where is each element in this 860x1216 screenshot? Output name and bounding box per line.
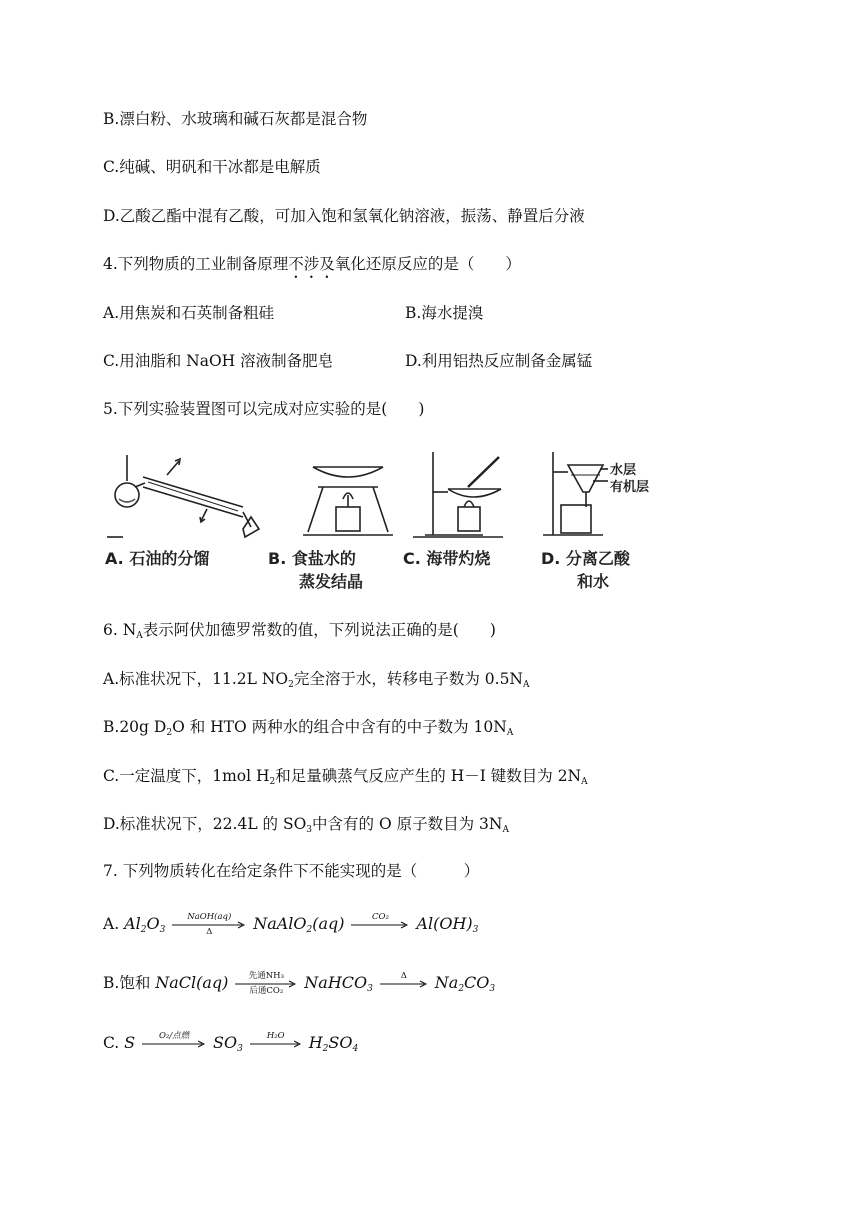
separatory-funnel-shape (568, 465, 603, 492)
annotation-organic-layer: 有机层 (610, 480, 650, 495)
label-d-line1: D. 分离乙酸 (541, 549, 630, 568)
q6c-text-1: C.一定温度下，1mol H (103, 767, 270, 785)
water-out-arrow (167, 461, 179, 475)
q6b-sub-2: A (506, 728, 514, 738)
option-7c (103, 1033, 358, 1059)
label-d-line2: 和水 (577, 572, 610, 591)
q7b-arrow-1 (235, 971, 297, 996)
q7c-formula-2: $SO_3$ (213, 1033, 243, 1054)
annotation-water-layer: 水层 (610, 463, 637, 478)
option-6a (103, 669, 530, 695)
q6-text-1: 6. N (103, 621, 137, 639)
q7a-arrow-1 (172, 912, 246, 937)
q7a-formula-2: NaAlO$_2$(aq) (253, 914, 345, 935)
question-6 (103, 620, 496, 646)
q7b-cond1-bot: 后通CO₂ (249, 986, 284, 996)
q7b-arrow-2 (380, 971, 428, 994)
q6b-text-2: O 和 HTO 两种水的组合中含有的中子数为 10N (172, 718, 507, 736)
q6c-sub-2: A (581, 777, 588, 787)
option-4b: B.海水提溴 (405, 304, 484, 322)
option-3b: B.漂白粉、水玻璃和碱石灰都是混合物 (103, 110, 368, 128)
label-c: C. 海带灼烧 (403, 549, 491, 568)
q7b-formula-3: $Na_2CO_3$ (434, 973, 496, 994)
question-4-text-pre: 4.下列物质的工业制备原理 (103, 255, 289, 273)
q7b-formula-1: NaCl(aq) (155, 973, 229, 992)
label-a: A. 石油的分馏 (105, 549, 210, 568)
apparatus-figure (103, 447, 663, 597)
beaker-shape (561, 505, 591, 533)
q7c-cond1-top: O₂/点燃 (158, 1031, 190, 1041)
q6c-text-2: 和足量碘蒸气反应产生的 H－I 键数目为 2N (275, 767, 582, 785)
question-4 (103, 254, 521, 282)
question-4-options-row1 (103, 303, 274, 323)
question-4-emphasis: 不涉及 (288, 255, 335, 273)
q7c-formula-1: S (124, 1033, 136, 1052)
option-4c: C.用油脂和 NaOH 溶液制备肥皂 (103, 352, 334, 370)
alcohol-lamp-shape (336, 507, 360, 531)
q6-sub: A (136, 631, 143, 641)
q7a-formula-3: $Al(OH)_3$ (416, 914, 479, 935)
q7c-arrow-2 (250, 1031, 302, 1054)
question-4-text-post: 氧化还原反应的是（ ） (334, 255, 521, 273)
option-4a: A.用焦炭和石英制备粗硅 (103, 304, 275, 322)
q7a-cond1-bot: Δ (206, 927, 213, 937)
q6b-text-1: B.20g D (103, 718, 167, 736)
option-3d: D.乙酸乙酯中混有乙酸，可加入饱和氢氧化钠溶液，振荡、静置后分液 (103, 207, 585, 225)
q6-text-2: 表示阿伏加德罗常数的值，下列说法正确的是( ) (142, 621, 496, 639)
q7a-prefix: A. (103, 915, 125, 933)
crucible-shape (448, 489, 501, 497)
q7a-formula-1: $Al_2O_3$ (124, 914, 166, 935)
q6d-sub-1: 3 (306, 825, 313, 835)
glass-rod-shape (468, 457, 499, 487)
q7a-cond1-top: NaOH(aq) (187, 912, 232, 922)
q6d-sub-2: A (502, 825, 509, 835)
option-3c: C.纯碱、明矾和干冰都是电解质 (103, 158, 321, 176)
option-6b (103, 717, 513, 743)
q6a-text-2: 完全溶于水，转移电子数为 0.5N (293, 670, 523, 688)
q7b-formula-2: NaHCO$_3$ (304, 973, 373, 994)
q6a-text-1: A.标准状况下，11.2L NO (103, 670, 289, 688)
q7c-formula-3: $H_2SO_4$ (308, 1033, 359, 1054)
q7c-cond2-top: H₂O (266, 1031, 285, 1041)
option-6c (103, 766, 588, 792)
option-7b (103, 973, 495, 999)
question-7: 7. 下列物质转化在给定条件下不能实现的是（ ） (103, 862, 480, 880)
q6a-sub-2: A (523, 680, 530, 690)
option-4d: D.利用铝热反应制备金属锰 (405, 352, 593, 370)
q7b-cond1-top: 先通NH₃ (248, 971, 284, 981)
q7a-cond2-top: CO₂ (372, 912, 389, 922)
q7b-cond2-top: Δ (400, 971, 407, 981)
q6a-sub-1: 2 (288, 680, 294, 690)
q7a-arrow-2 (351, 912, 409, 935)
label-b-line1: B. 食盐水的 (268, 549, 356, 568)
q7c-arrow-1 (142, 1031, 206, 1054)
evaporating-dish-shape (313, 467, 383, 477)
q6d-text-1: D.标准状况下，22.4L 的 SO (103, 815, 307, 833)
label-b-line2: 蒸发结晶 (299, 572, 364, 591)
option-6d (103, 814, 509, 840)
q7c-prefix: C. (103, 1034, 125, 1052)
lamp-c-shape (458, 507, 480, 531)
question-5: 5.下列实验装置图可以完成对应实验的是( ) (103, 400, 425, 418)
option-7a (103, 914, 478, 940)
q6d-text-2: 中含有的 O 原子数目为 3N (312, 815, 503, 833)
q6c-sub-1: 2 (269, 777, 276, 787)
q7b-prefix: B.饱和 (103, 974, 156, 992)
q6b-sub-1: 2 (166, 728, 173, 738)
